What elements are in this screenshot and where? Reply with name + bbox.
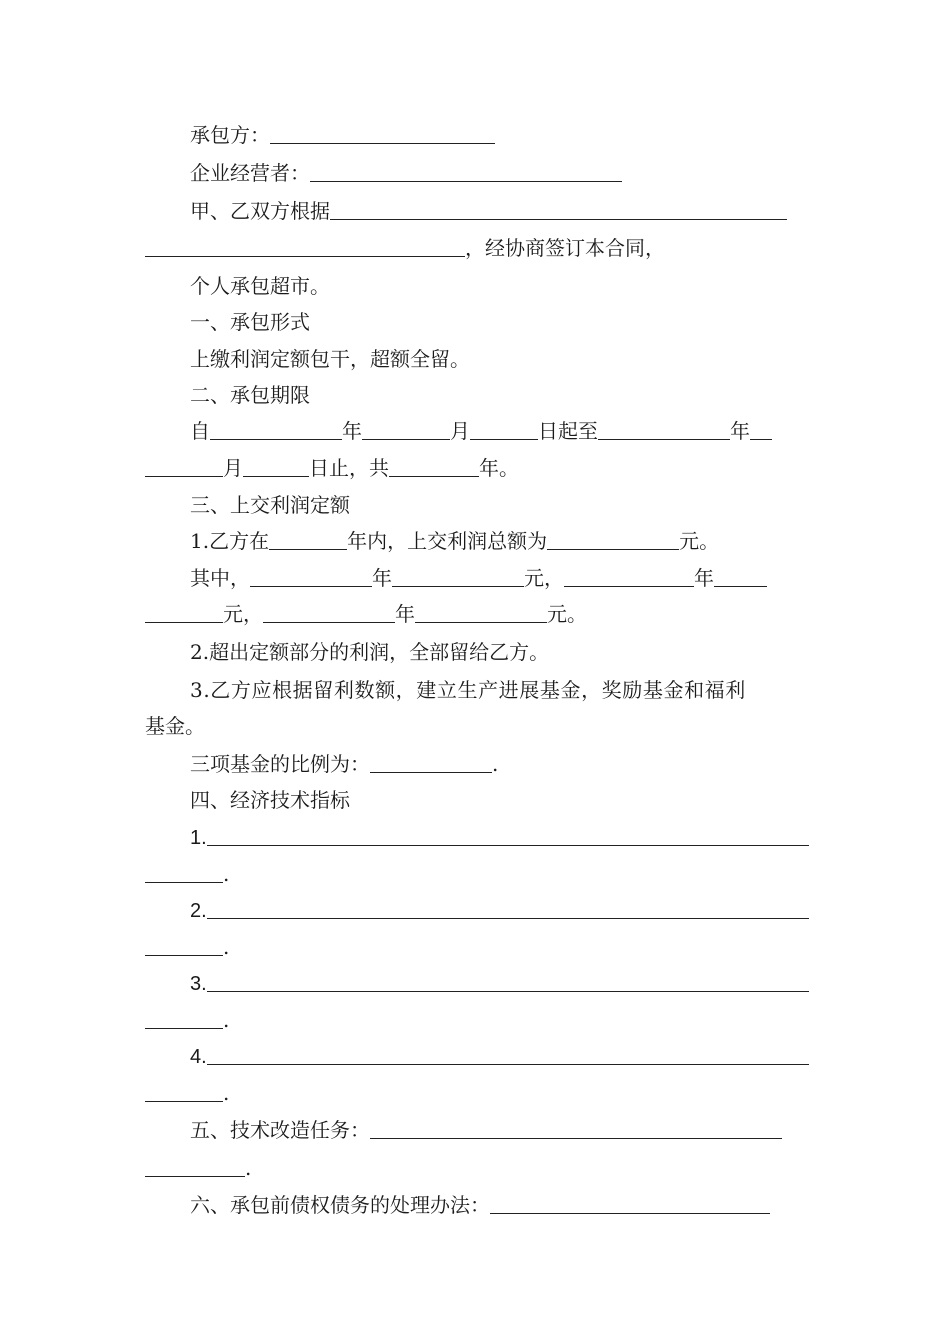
contractor-line	[190, 120, 495, 150]
indicator-1-line	[190, 822, 809, 852]
item-3-3-line-2: 基金。	[145, 714, 205, 738]
indicator-2-number: 2.	[190, 900, 207, 922]
section-5-line-2	[145, 1153, 251, 1183]
among-amount-blank-3[interactable]	[415, 602, 547, 623]
item-3-2: 2.超出定额部分的利润，全部留给乙方。	[190, 640, 550, 664]
among-label: 其中，	[190, 566, 250, 590]
among-yuan-1: 元，	[524, 566, 564, 590]
among-year-3: 年	[395, 602, 415, 626]
ratio-blank[interactable]	[370, 752, 492, 773]
indicator-4-number: 4.	[190, 1046, 207, 1068]
contractor-blank[interactable]	[270, 123, 495, 144]
basis-suffix: ，经协商签订本合同，	[465, 236, 665, 260]
tech-task-blank[interactable]	[370, 1118, 782, 1139]
manager-line	[190, 158, 622, 188]
period-day-start: 日起至	[538, 419, 598, 443]
indicator-4-line	[190, 1041, 809, 1071]
among-year-blank-2[interactable]	[564, 566, 694, 587]
section-2-title: 二、承包期限	[190, 383, 310, 407]
indicator-2-blank-2[interactable]	[145, 935, 223, 956]
basis-blank-2[interactable]	[145, 236, 465, 257]
start-month-blank[interactable]	[362, 419, 450, 440]
manager-blank[interactable]	[310, 161, 622, 182]
period-month: 月	[450, 419, 470, 443]
debt-handling-blank[interactable]	[490, 1193, 770, 1214]
item-3-1-suffix: 元。	[679, 529, 720, 553]
period-line-1	[190, 416, 772, 446]
total-years-blank[interactable]	[389, 456, 479, 477]
ratio-period: .	[492, 752, 499, 776]
among-line-1	[190, 563, 767, 593]
basis-line-2	[145, 233, 665, 263]
period-year: 年	[342, 419, 362, 443]
section-3-title: 三、上交利润定额	[190, 493, 350, 517]
indicator-4-blank-2[interactable]	[145, 1081, 223, 1102]
indicator-3-period: .	[223, 1008, 230, 1032]
purpose-text: 个人承包超市。	[190, 274, 330, 298]
period-day-end: 日止，共	[309, 456, 389, 480]
indicator-2-period: .	[223, 935, 230, 959]
indicator-3-line	[190, 968, 809, 998]
indicator-1-blank[interactable]	[207, 825, 809, 846]
indicator-1-blank-2[interactable]	[145, 862, 223, 883]
among-amount-blank-2a[interactable]	[714, 566, 767, 587]
section-4-title: 四、经济技术指标	[190, 788, 350, 812]
section-5-line	[190, 1115, 782, 1145]
among-year-blank-1[interactable]	[250, 566, 372, 587]
among-year-2: 年	[694, 566, 714, 590]
ratio-label: 三项基金的比例为：	[190, 752, 370, 776]
period-month-2: 月	[223, 456, 243, 480]
section-1-body: 上缴利润定额包干，超额全留。	[190, 347, 470, 371]
period-years: 年。	[479, 456, 519, 480]
section-5-title: 五、技术改造任务：	[190, 1118, 370, 1142]
manager-label: 企业经营者：	[190, 161, 310, 185]
period-year-2: 年	[730, 419, 750, 443]
indicator-3-blank-2[interactable]	[145, 1008, 223, 1029]
indicator-3-number: 3.	[190, 973, 207, 995]
basis-prefix: 甲、乙双方根据	[190, 199, 330, 223]
indicator-2-line	[190, 895, 809, 925]
contractor-label: 承包方：	[190, 123, 270, 147]
indicator-1-number: 1.	[190, 827, 207, 849]
basis-line	[190, 196, 787, 226]
indicator-3-blank[interactable]	[207, 971, 809, 992]
among-yuan-2: 元，	[223, 602, 263, 626]
section-1-title: 一、承包形式	[190, 310, 310, 334]
period-from: 自	[190, 419, 210, 443]
indicator-1-line-2	[145, 859, 229, 889]
indicator-1-period: .	[223, 862, 230, 886]
among-year-blank-3[interactable]	[263, 602, 395, 623]
period-line-2	[145, 453, 519, 483]
end-day-blank[interactable]	[243, 456, 309, 477]
among-year-1: 年	[372, 566, 392, 590]
section-6-title: 六、承包前债权债务的处理办法：	[190, 1193, 490, 1217]
item-3-1-mid: 年内，上交利润总额为	[347, 529, 548, 553]
section-6-line	[190, 1190, 770, 1220]
among-amount-blank-1[interactable]	[392, 566, 524, 587]
indicator-2-line-2	[145, 932, 229, 962]
item-3-1	[190, 526, 719, 556]
start-day-blank[interactable]	[470, 419, 538, 440]
basis-blank-1[interactable]	[330, 199, 787, 220]
indicator-3-line-2	[145, 1005, 229, 1035]
among-yuan-3: 元。	[547, 602, 587, 626]
indicator-4-period: .	[223, 1081, 230, 1105]
among-line-2	[145, 599, 587, 629]
item-3-3-line-1: 3.乙方应根据留利数额，建立生产进展基金，奖励基金和福利	[190, 678, 746, 702]
indicator-2-blank[interactable]	[207, 898, 809, 919]
end-month-blank-b[interactable]	[145, 456, 223, 477]
section-5-period: .	[245, 1156, 252, 1180]
indicator-4-blank[interactable]	[207, 1044, 809, 1065]
years-within-blank[interactable]	[269, 529, 347, 550]
among-amount-blank-2b[interactable]	[145, 602, 223, 623]
end-year-blank[interactable]	[598, 419, 730, 440]
indicator-4-line-2	[145, 1078, 229, 1108]
total-profit-blank[interactable]	[547, 529, 679, 550]
tech-task-blank-2[interactable]	[145, 1156, 245, 1177]
end-month-blank-a[interactable]	[750, 419, 772, 440]
ratio-line	[190, 749, 498, 779]
start-year-blank[interactable]	[210, 419, 342, 440]
item-3-1-prefix: 1.乙方在	[190, 529, 270, 553]
